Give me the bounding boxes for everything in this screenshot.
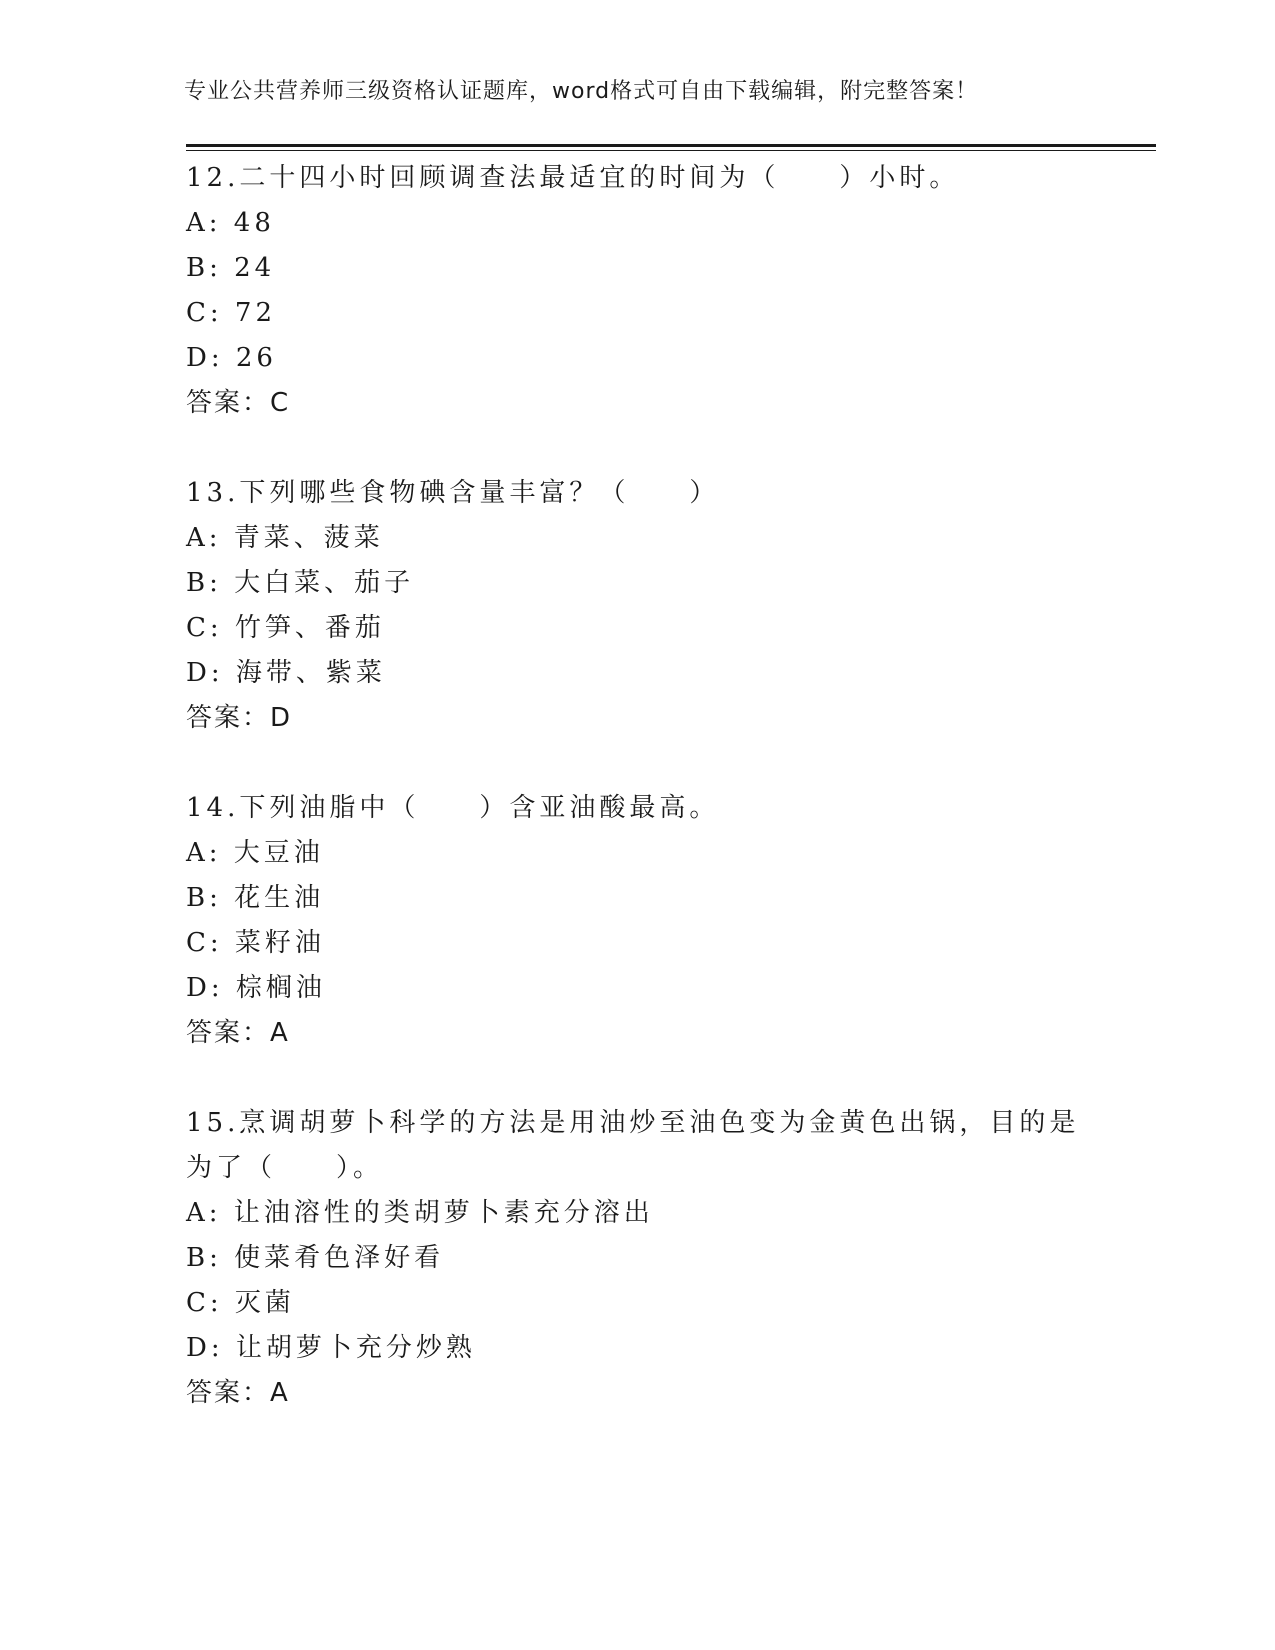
question-12	[186, 156, 1086, 426]
question-15	[186, 1101, 1086, 1416]
question-stem: 14.下列油脂中（ ）含亚油酸最高。	[186, 793, 720, 823]
answer-line: 答案：A	[186, 1018, 290, 1048]
option-d: D: 棕榈油	[186, 973, 326, 1003]
option-b: B: 24	[186, 253, 276, 283]
answer-line: 答案：C	[186, 388, 291, 418]
option-a: A: 48	[186, 208, 275, 238]
option-d: D: 海带、紫菜	[186, 658, 386, 688]
option-a: A: 大豆油	[186, 838, 324, 868]
header-rule-thin	[186, 150, 1156, 151]
option-d: D: 26	[186, 343, 277, 373]
question-stem: 15.烹调胡萝卜科学的方法是用油炒至油色变为金黄色出锅，目的是为了（ ）。	[186, 1108, 1080, 1183]
question-spacer	[186, 426, 1086, 471]
option-c: C: 菜籽油	[186, 928, 325, 958]
answer-line: 答案：D	[186, 703, 293, 733]
header-rule-thick	[186, 144, 1156, 147]
option-b: B: 使菜肴色泽好看	[186, 1243, 445, 1273]
question-stem: 12.二十四小时回顾调查法最适宜的时间为（ ）小时。	[186, 163, 960, 193]
option-d: D: 让胡萝卜充分炒熟	[186, 1333, 476, 1363]
question-stem: 13.下列哪些食物碘含量丰富？（ ）	[186, 478, 720, 508]
question-list	[186, 156, 1086, 1416]
option-c: C: 竹笋、番茄	[186, 613, 385, 643]
question-14	[186, 786, 1086, 1056]
question-spacer	[186, 1056, 1086, 1101]
answer-line: 答案：A	[186, 1378, 290, 1408]
question-13	[186, 471, 1086, 741]
option-c: C: 72	[186, 298, 277, 328]
page-header: 专业公共营养师三级资格认证题库，word格式可自由下载编辑，附完整答案！	[184, 79, 979, 104]
option-b: B: 大白菜、茄子	[186, 568, 415, 598]
option-a: A: 青菜、菠菜	[186, 523, 384, 553]
option-b: B: 花生油	[186, 883, 325, 913]
question-spacer	[186, 741, 1086, 786]
option-a: A: 让油溶性的类胡萝卜素充分溶出	[186, 1198, 654, 1228]
option-c: C: 灭菌	[186, 1288, 295, 1318]
